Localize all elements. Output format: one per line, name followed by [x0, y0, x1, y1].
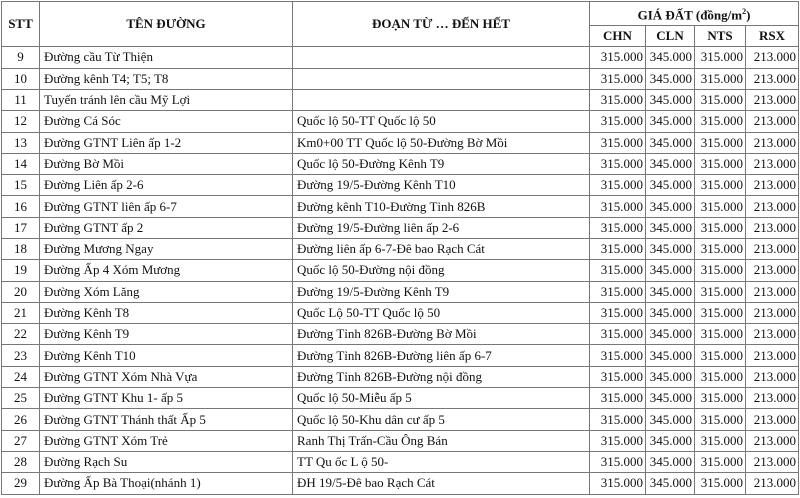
- chn-price-cell: 315.000: [590, 409, 646, 430]
- segment-cell: Đường Tỉnh 826B-Đường nội đồng: [293, 366, 590, 387]
- table-row: [2, 430, 799, 451]
- chn-price-cell: 315.000: [590, 196, 646, 217]
- table-row: [2, 239, 799, 260]
- cln-price-cell: 345.000: [646, 196, 695, 217]
- cln-price-cell: 345.000: [646, 68, 695, 89]
- cln-price-cell: 345.000: [646, 217, 695, 238]
- land-price-superscript: 2: [742, 7, 747, 16]
- table-row: [2, 89, 799, 110]
- table-row: [2, 132, 799, 153]
- cln-price-cell: 345.000: [646, 366, 695, 387]
- street-name-cell: Đường GTNT Xóm Nhà Vựa: [40, 366, 293, 387]
- nts-price-cell: 315.000: [695, 430, 746, 451]
- cln-price-cell: 345.000: [646, 47, 695, 68]
- segment-cell: Quốc Lộ 50-TT Quốc lộ 50: [293, 302, 590, 323]
- cln-price-cell: 345.000: [646, 409, 695, 430]
- rsx-price-cell: 213.000: [746, 324, 799, 345]
- chn-price-cell: 315.000: [590, 345, 646, 366]
- nts-price-cell: 315.000: [695, 47, 746, 68]
- header-rsx: RSX: [746, 26, 799, 47]
- segment-cell: Đường 19/5-Đường Kênh T9: [293, 281, 590, 302]
- stt-cell: 21: [2, 302, 40, 323]
- street-name-cell: Đường cầu Từ Thiện: [40, 47, 293, 68]
- nts-price-cell: 315.000: [695, 324, 746, 345]
- stt-cell: 27: [2, 430, 40, 451]
- chn-price-cell: 315.000: [590, 388, 646, 409]
- stt-cell: 17: [2, 217, 40, 238]
- segment-cell: Đường liên ấp 6-7-Đê bao Rạch Cát: [293, 239, 590, 260]
- rsx-price-cell: 213.000: [746, 217, 799, 238]
- street-name-cell: Đường Mương Ngay: [40, 239, 293, 260]
- nts-price-cell: 315.000: [695, 473, 746, 494]
- segment-cell: Đường Tỉnh 826B-Đường Bờ Mồi: [293, 324, 590, 345]
- segment-cell: [293, 68, 590, 89]
- nts-price-cell: 315.000: [695, 302, 746, 323]
- cln-price-cell: 345.000: [646, 388, 695, 409]
- nts-price-cell: 315.000: [695, 239, 746, 260]
- segment-cell: Quốc lộ 50-Khu dân cư ấp 5: [293, 409, 590, 430]
- stt-cell: 12: [2, 111, 40, 132]
- table-row: [2, 175, 799, 196]
- segment-cell: Đường Tỉnh 826B-Đường liên ấp 6-7: [293, 345, 590, 366]
- rsx-price-cell: 213.000: [746, 68, 799, 89]
- stt-cell: 22: [2, 324, 40, 345]
- table-row: [2, 345, 799, 366]
- stt-cell: 11: [2, 89, 40, 110]
- street-name-cell: Đường Kênh T9: [40, 324, 293, 345]
- cln-price-cell: 345.000: [646, 345, 695, 366]
- rsx-price-cell: 213.000: [746, 430, 799, 451]
- cln-price-cell: 345.000: [646, 132, 695, 153]
- street-name-cell: Đường Cá Sóc: [40, 111, 293, 132]
- table-row: [2, 302, 799, 323]
- stt-cell: 23: [2, 345, 40, 366]
- rsx-price-cell: 213.000: [746, 409, 799, 430]
- street-name-cell: Đường GTNT Khu 1- ấp 5: [40, 388, 293, 409]
- cln-price-cell: 345.000: [646, 175, 695, 196]
- header-stt: STT: [2, 2, 40, 47]
- nts-price-cell: 315.000: [695, 196, 746, 217]
- street-name-cell: Đường Rạch Su: [40, 451, 293, 472]
- cln-price-cell: 345.000: [646, 324, 695, 345]
- rsx-price-cell: 213.000: [746, 153, 799, 174]
- nts-price-cell: 315.000: [695, 345, 746, 366]
- header-segment: ĐOẠN TỪ … ĐẾN HẾT: [293, 2, 590, 47]
- street-name-cell: Đường Xóm Lăng: [40, 281, 293, 302]
- nts-price-cell: 315.000: [695, 366, 746, 387]
- segment-cell: ĐH 19/5-Đê bao Rạch Cát: [293, 473, 590, 494]
- table-row: [2, 409, 799, 430]
- segment-cell: [293, 89, 590, 110]
- segment-cell: [293, 47, 590, 68]
- stt-cell: 18: [2, 239, 40, 260]
- stt-cell: 19: [2, 260, 40, 281]
- cln-price-cell: 345.000: [646, 153, 695, 174]
- table-row: [2, 217, 799, 238]
- chn-price-cell: 315.000: [590, 111, 646, 132]
- rsx-price-cell: 213.000: [746, 366, 799, 387]
- stt-cell: 13: [2, 132, 40, 153]
- rsx-price-cell: 213.000: [746, 451, 799, 472]
- rsx-price-cell: 213.000: [746, 345, 799, 366]
- rsx-price-cell: 213.000: [746, 47, 799, 68]
- rsx-price-cell: 213.000: [746, 175, 799, 196]
- table-row: [2, 260, 799, 281]
- chn-price-cell: 315.000: [590, 153, 646, 174]
- table-row: [2, 473, 799, 494]
- segment-cell: Quốc lộ 50-Đường Kênh T9: [293, 153, 590, 174]
- nts-price-cell: 315.000: [695, 175, 746, 196]
- stt-cell: 29: [2, 473, 40, 494]
- header-chn: CHN: [590, 26, 646, 47]
- land-price-label: GIÁ ĐẤT (đồng/m: [637, 7, 743, 23]
- chn-price-cell: 315.000: [590, 68, 646, 89]
- rsx-price-cell: 213.000: [746, 281, 799, 302]
- chn-price-cell: 315.000: [590, 451, 646, 472]
- table-row: [2, 451, 799, 472]
- nts-price-cell: 315.000: [695, 451, 746, 472]
- segment-cell: Đường 19/5-Đường Kênh T10: [293, 175, 590, 196]
- stt-cell: 25: [2, 388, 40, 409]
- nts-price-cell: 315.000: [695, 111, 746, 132]
- header-land-price: [590, 2, 799, 26]
- land-price-close: ): [746, 7, 751, 23]
- chn-price-cell: 315.000: [590, 430, 646, 451]
- cln-price-cell: 345.000: [646, 281, 695, 302]
- street-name-cell: Đường Bờ Mồi: [40, 153, 293, 174]
- nts-price-cell: 315.000: [695, 68, 746, 89]
- rsx-price-cell: 213.000: [746, 196, 799, 217]
- street-name-cell: Đường Ấp Bà Thoại(nhánh 1): [40, 473, 293, 494]
- rsx-price-cell: 213.000: [746, 388, 799, 409]
- cln-price-cell: 345.000: [646, 302, 695, 323]
- land-price-table: [1, 1, 799, 495]
- stt-cell: 20: [2, 281, 40, 302]
- chn-price-cell: 315.000: [590, 302, 646, 323]
- chn-price-cell: 315.000: [590, 473, 646, 494]
- segment-cell: TT Qu ốc L ộ 50-: [293, 451, 590, 472]
- chn-price-cell: 315.000: [590, 239, 646, 260]
- cln-price-cell: 345.000: [646, 430, 695, 451]
- street-name-cell: Đường GTNT Thánh thất Ấp 5: [40, 409, 293, 430]
- segment-cell: Quốc lộ 50-Đường nội đồng: [293, 260, 590, 281]
- street-name-cell: Đường kênh T4; T5; T8: [40, 68, 293, 89]
- rsx-price-cell: 213.000: [746, 132, 799, 153]
- table-row: [2, 281, 799, 302]
- segment-cell: Km0+00 TT Quốc lộ 50-Đường Bờ Mồi: [293, 132, 590, 153]
- cln-price-cell: 345.000: [646, 111, 695, 132]
- stt-cell: 16: [2, 196, 40, 217]
- rsx-price-cell: 213.000: [746, 260, 799, 281]
- cln-price-cell: 345.000: [646, 89, 695, 110]
- table-row: [2, 47, 799, 68]
- rsx-price-cell: 213.000: [746, 473, 799, 494]
- chn-price-cell: 315.000: [590, 175, 646, 196]
- street-name-cell: Đường Ấp 4 Xóm Mương: [40, 260, 293, 281]
- street-name-cell: Đường GTNT liên ấp 6-7: [40, 196, 293, 217]
- stt-cell: 15: [2, 175, 40, 196]
- cln-price-cell: 345.000: [646, 451, 695, 472]
- stt-cell: 10: [2, 68, 40, 89]
- header-nts: NTS: [695, 26, 746, 47]
- chn-price-cell: 315.000: [590, 281, 646, 302]
- street-name-cell: Đường GTNT ấp 2: [40, 217, 293, 238]
- table-row: [2, 153, 799, 174]
- chn-price-cell: 315.000: [590, 324, 646, 345]
- chn-price-cell: 315.000: [590, 89, 646, 110]
- nts-price-cell: 315.000: [695, 89, 746, 110]
- table-row: [2, 324, 799, 345]
- nts-price-cell: 315.000: [695, 281, 746, 302]
- stt-cell: 9: [2, 47, 40, 68]
- rsx-price-cell: 213.000: [746, 239, 799, 260]
- chn-price-cell: 315.000: [590, 217, 646, 238]
- street-name-cell: Đường GTNT Xóm Trẻ: [40, 430, 293, 451]
- chn-price-cell: 315.000: [590, 132, 646, 153]
- chn-price-cell: 315.000: [590, 260, 646, 281]
- rsx-price-cell: 213.000: [746, 302, 799, 323]
- rsx-price-cell: 213.000: [746, 89, 799, 110]
- stt-cell: 28: [2, 451, 40, 472]
- street-name-cell: Đường Kênh T10: [40, 345, 293, 366]
- street-name-cell: Đường Kênh T8: [40, 302, 293, 323]
- nts-price-cell: 315.000: [695, 217, 746, 238]
- street-name-cell: Đường GTNT Liên ấp 1-2: [40, 132, 293, 153]
- street-name-cell: Tuyến tránh lên cầu Mỹ Lợi: [40, 89, 293, 110]
- stt-cell: 14: [2, 153, 40, 174]
- nts-price-cell: 315.000: [695, 153, 746, 174]
- cln-price-cell: 345.000: [646, 239, 695, 260]
- table-row: [2, 388, 799, 409]
- nts-price-cell: 315.000: [695, 260, 746, 281]
- header-cln: CLN: [646, 26, 695, 47]
- nts-price-cell: 315.000: [695, 388, 746, 409]
- rsx-price-cell: 213.000: [746, 111, 799, 132]
- chn-price-cell: 315.000: [590, 47, 646, 68]
- cln-price-cell: 345.000: [646, 260, 695, 281]
- street-name-cell: Đường Liên ấp 2-6: [40, 175, 293, 196]
- segment-cell: Ranh Thị Trấn-Cầu Ông Bán: [293, 430, 590, 451]
- segment-cell: Quốc lộ 50-Miễu ấp 5: [293, 388, 590, 409]
- nts-price-cell: 315.000: [695, 409, 746, 430]
- table-row: [2, 68, 799, 89]
- cln-price-cell: 345.000: [646, 473, 695, 494]
- table-row: [2, 196, 799, 217]
- segment-cell: Quốc lộ 50-TT Quốc lộ 50: [293, 111, 590, 132]
- table-row: [2, 366, 799, 387]
- stt-cell: 26: [2, 409, 40, 430]
- header-street-name: TÊN ĐƯỜNG: [40, 2, 293, 47]
- nts-price-cell: 315.000: [695, 132, 746, 153]
- segment-cell: Đường kênh T10-Đường Tỉnh 826B: [293, 196, 590, 217]
- table-row: [2, 111, 799, 132]
- chn-price-cell: 315.000: [590, 366, 646, 387]
- segment-cell: Đường 19/5-Đường liên ấp 2-6: [293, 217, 590, 238]
- stt-cell: 24: [2, 366, 40, 387]
